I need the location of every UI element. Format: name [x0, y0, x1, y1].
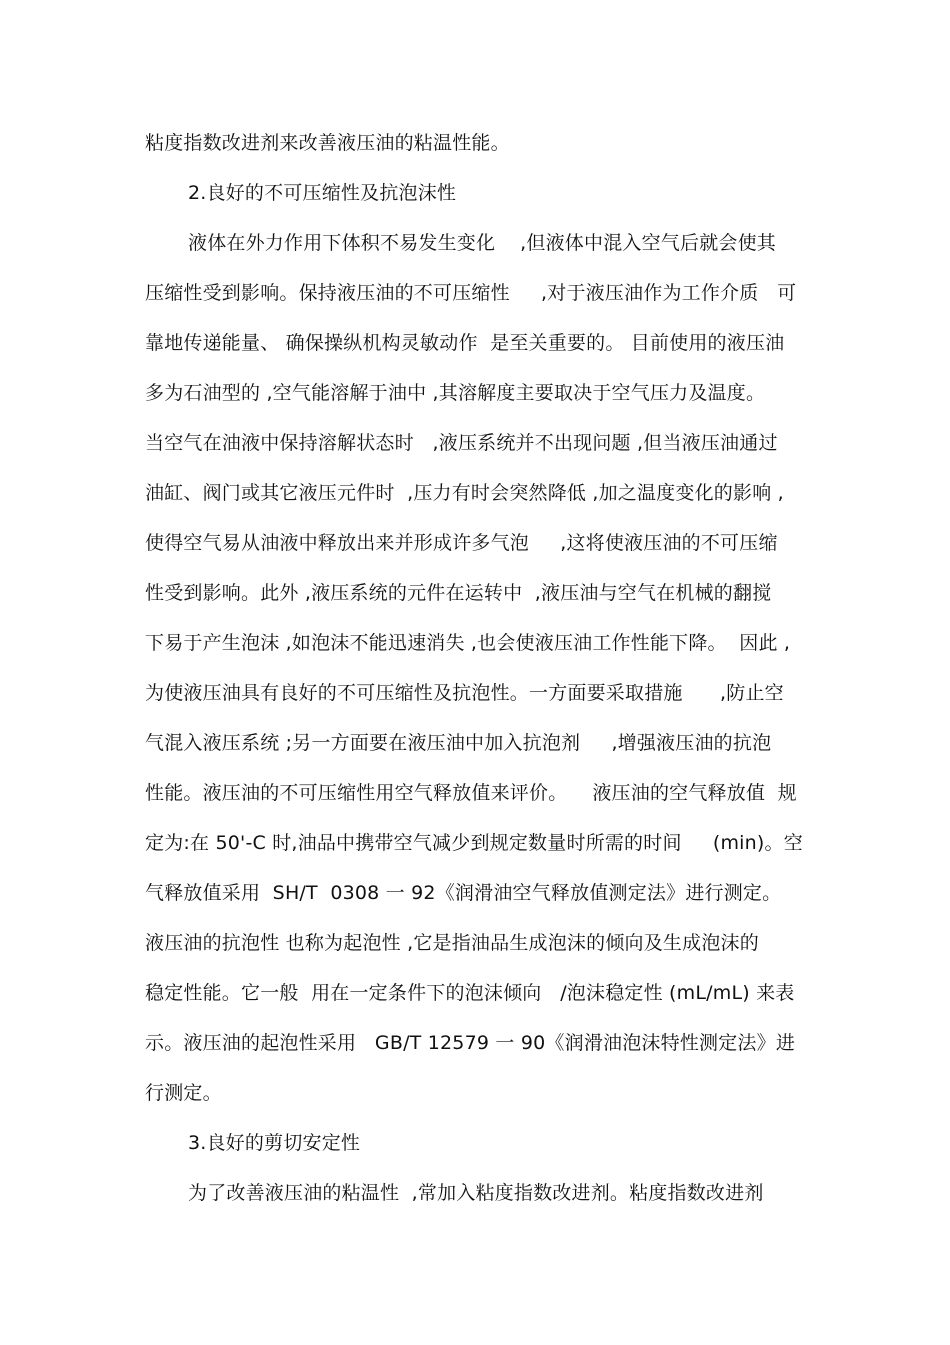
text-line: 液体在外力作用下体积不易发生变化 ,但液体中混入空气后就会使其 — [188, 232, 776, 254]
text-line: 稳定性能。它一般 用在一定条件下的泡沫倾向 /泡沫稳定性 (mL/mL) 来表 — [145, 982, 795, 1004]
text-line: 多为石油型的 ,空气能溶解于油中 ,其溶解度主要取决于空气压力及温度。 — [145, 382, 766, 404]
text-line: 液压油的抗泡性 也称为起泡性 ,它是指油品生成泡沫的倾向及生成泡沫的 — [145, 932, 759, 954]
section-heading: 3.良好的剪切安定性 — [188, 1132, 361, 1154]
text-line: 油缸、阀门或其它液压元件时 ,压力有时会突然降低 ,加之温度变化的影响 , — [145, 482, 784, 504]
text-line: 性受到影响。此外 ,液压系统的元件在运转中 ,液压油与空气在机械的翻搅 — [145, 582, 772, 604]
section-heading: 2.良好的不可压缩性及抗泡沫性 — [188, 182, 457, 204]
text-line: 示。液压油的起泡性采用 GB/T 12579 一 90《润滑油泡沫特性测定法》进 — [145, 1032, 796, 1054]
text-line: 当空气在油液中保持溶解状态时 ,液压系统并不出现问题 ,但当液压油通过 — [145, 432, 778, 454]
text-line: 为了改善液压油的粘温性 ,常加入粘度指数改进剂。粘度指数改进剂 — [188, 1182, 764, 1204]
text-line: 定为:在 50'-C 时,油品中携带空气减少到规定数量时所需的时间 (min)。空 — [145, 832, 803, 854]
text-line: 使得空气易从油液中释放出来并形成许多气泡 ,这将使液压油的不可压缩 — [145, 532, 778, 554]
text-line: 靠地传递能量、 确保操纵机构灵敏动作 是至关重要的。 目前使用的液压油 — [145, 332, 785, 354]
text-line: 气混入液压系统 ;另一方面要在液压油中加入抗泡剂 ,增强液压油的抗泡 — [145, 732, 772, 754]
text-line: 性能。液压油的不可压缩性用空气释放值来评价。 液压油的空气释放值 规 — [145, 782, 797, 804]
text-line: 为使液压油具有良好的不可压缩性及抗泡性。一方面要采取措施 ,防止空 — [145, 682, 784, 704]
text-line: 气释放值采用 SH/T 0308 一 92《润滑油空气释放值测定法》进行测定。 — [145, 882, 782, 904]
text-line: 压缩性受到影响。保持液压油的不可压缩性 ,对于液压油作为工作介质 可 — [145, 282, 797, 304]
text-line: 粘度指数改进剂来改善液压油的粘温性能。 — [145, 132, 510, 154]
text-line: 下易于产生泡沫 ,如泡沫不能迅速消失 ,也会使液压油工作性能下降。 因此 , — [145, 632, 791, 654]
text-line: 行测定。 — [145, 1082, 222, 1104]
